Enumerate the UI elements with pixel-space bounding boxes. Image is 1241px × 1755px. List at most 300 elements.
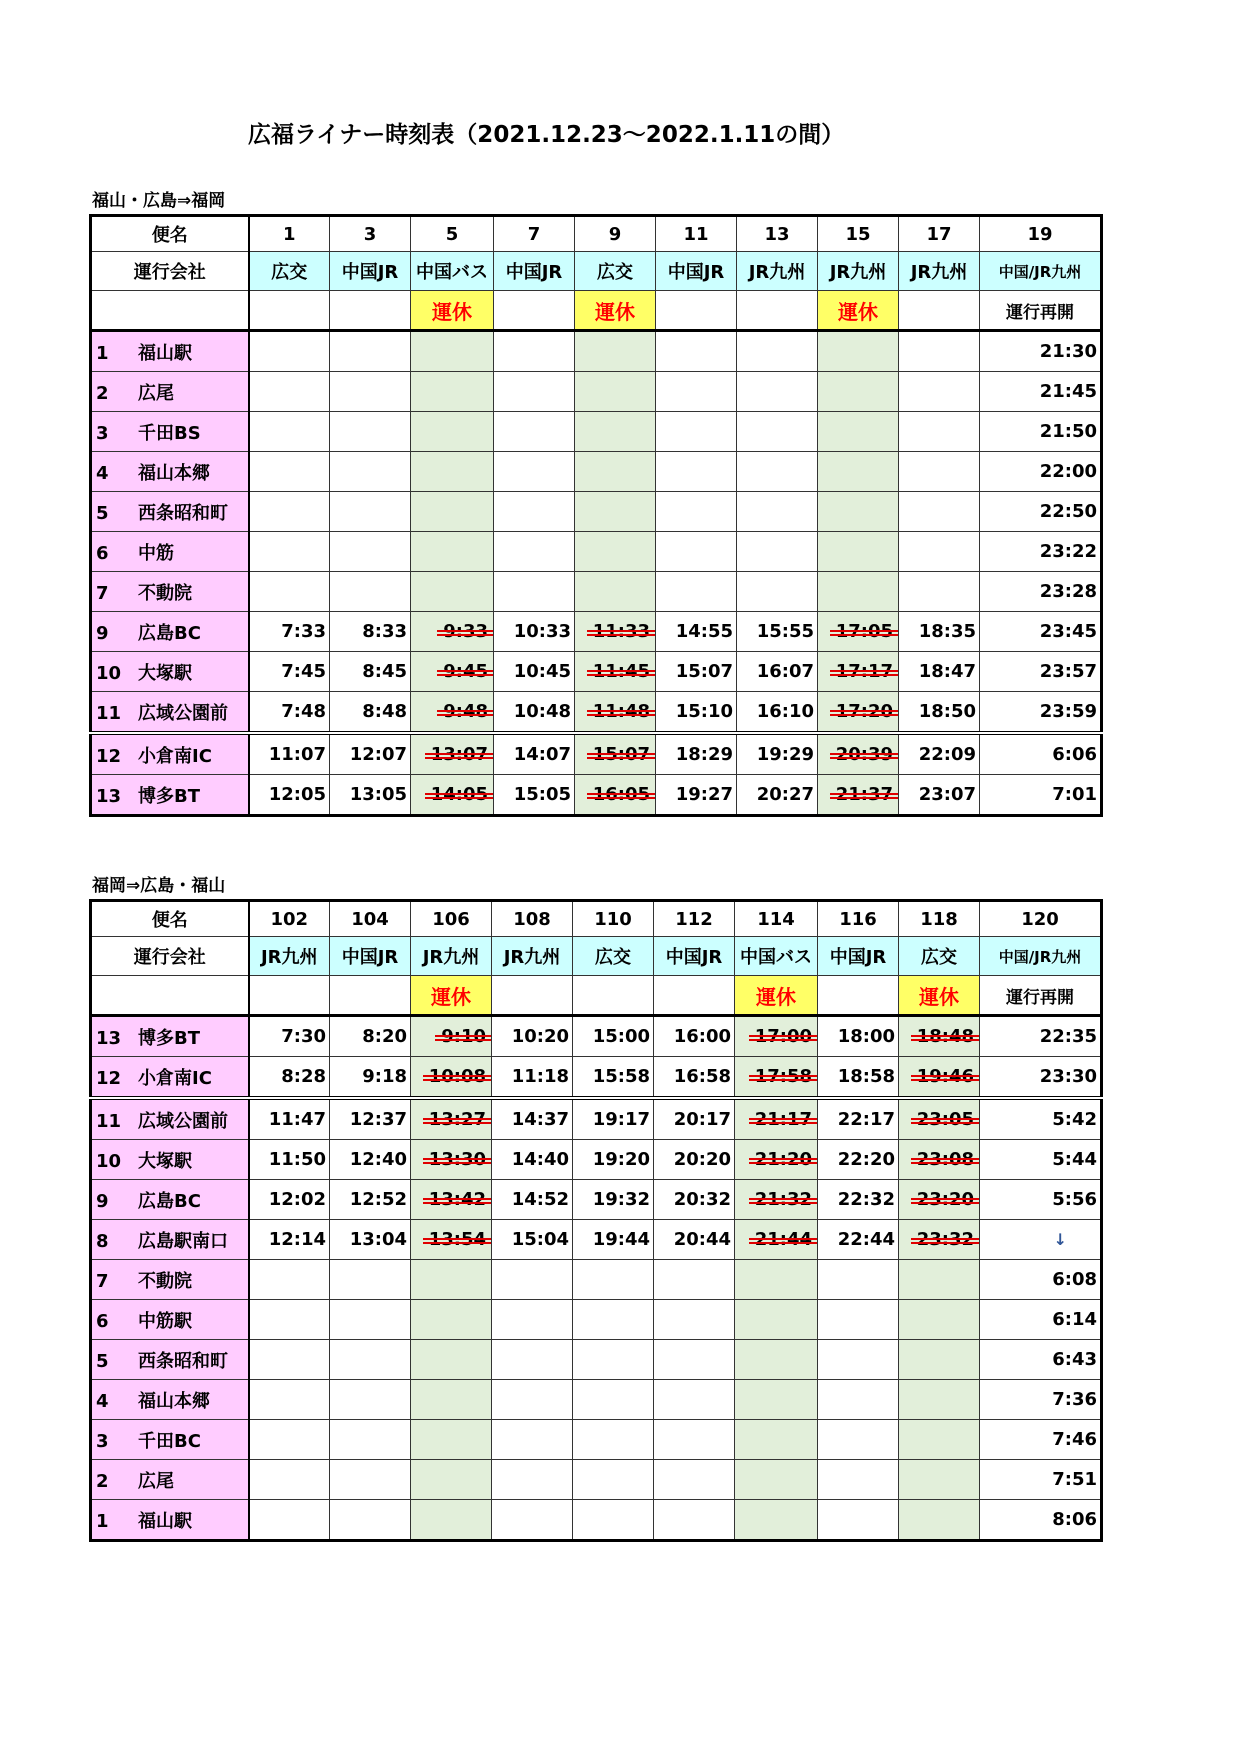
status-cell: 運行再開: [980, 976, 1102, 1016]
time-cell: [899, 1140, 980, 1180]
time-cell: [330, 1340, 411, 1380]
time-cell: [330, 452, 411, 492]
stop-name: 西条昭和町: [138, 1350, 228, 1372]
time-cell: [737, 733, 818, 775]
cancelled-time: 21:44: [754, 1229, 812, 1250]
operator-cell: 中国/JR九州: [980, 252, 1102, 291]
operator-cell: 中国バス: [411, 252, 494, 291]
time-cell: [411, 1016, 492, 1057]
time-cell: [654, 1460, 735, 1500]
stop-name-cell: [91, 1098, 249, 1140]
time-cell: [411, 412, 494, 452]
cancelled-time: 21:32: [754, 1189, 812, 1210]
stop-row: [91, 1016, 1102, 1057]
time-cell: [899, 452, 980, 492]
time-cell: [656, 372, 737, 412]
stop-row: [91, 775, 1102, 816]
stop-name-cell: [91, 331, 249, 372]
stop-name-cell: [91, 412, 249, 452]
status-cell: [330, 976, 411, 1016]
time-cell: [249, 452, 330, 492]
flight-number: 1: [249, 216, 330, 252]
time-value: 19:17: [592, 1109, 650, 1130]
stop-number: 12: [96, 745, 122, 767]
flight-number: 15: [818, 216, 899, 252]
time-cell: [411, 572, 494, 612]
cancelled-time: 13:30: [428, 1149, 486, 1170]
flight-number: 120: [980, 901, 1102, 937]
time-cell: [411, 1098, 492, 1140]
time-value: 20:20: [673, 1149, 731, 1170]
time-value: 21:30: [1039, 341, 1097, 362]
time-cell: [654, 1300, 735, 1340]
time-cell: [492, 1420, 573, 1460]
stop-name-cell: [91, 1500, 249, 1541]
time-cell: [330, 1220, 411, 1260]
stop-name: 西条昭和町: [138, 502, 228, 524]
time-value: 8:20: [362, 1026, 407, 1047]
time-value: 10:20: [511, 1026, 569, 1047]
stop-name: 千田BS: [138, 422, 201, 444]
time-value: 5:42: [1052, 1109, 1097, 1130]
stop-number: 3: [96, 422, 109, 444]
time-cell: [737, 532, 818, 572]
time-cell: [330, 492, 411, 532]
time-cell: [899, 1098, 980, 1140]
time-cell: [899, 1460, 980, 1500]
time-cell: [899, 1260, 980, 1300]
time-value: 12:07: [349, 744, 407, 765]
time-cell: [411, 1300, 492, 1340]
time-cell: [330, 1016, 411, 1057]
time-cell: [818, 775, 899, 816]
time-cell: [899, 532, 980, 572]
time-value: 23:07: [918, 784, 976, 805]
time-cell: [735, 1016, 818, 1057]
time-cell: [575, 452, 656, 492]
time-value: 18:47: [918, 661, 976, 682]
flight-number-header: 便名: [91, 901, 249, 937]
status-cell: [818, 976, 899, 1016]
status-cell: 運休: [899, 976, 980, 1016]
time-cell: [818, 532, 899, 572]
status-cell: [249, 291, 330, 331]
time-cell: [737, 452, 818, 492]
stop-row: [91, 1500, 1102, 1541]
stop-name-cell: [91, 1016, 249, 1057]
time-cell: [249, 1220, 330, 1260]
stop-name-cell: [91, 1380, 249, 1420]
time-cell: [980, 733, 1102, 775]
stop-name: 不動院: [138, 1270, 192, 1292]
time-value: 10:48: [513, 701, 571, 722]
time-value: 5:56: [1052, 1189, 1097, 1210]
stop-name-cell: [91, 1300, 249, 1340]
time-cell: [249, 1016, 330, 1057]
time-cell: [573, 1140, 654, 1180]
cancelled-time: 9:45: [443, 661, 488, 682]
cancelled-time: 17:05: [835, 621, 893, 642]
stop-number: 10: [96, 662, 122, 684]
time-cell: [573, 1460, 654, 1500]
stop-number: 13: [96, 785, 122, 807]
time-value: 18:35: [918, 621, 976, 642]
time-value: 16:07: [756, 661, 814, 682]
time-value: 20:44: [673, 1229, 731, 1250]
time-cell: [980, 372, 1102, 412]
stop-name-cell: [91, 1420, 249, 1460]
stop-name: 博多BT: [138, 785, 200, 807]
stop-number: 7: [96, 1270, 109, 1292]
timetable-outbound: [89, 214, 1103, 817]
stop-number: 1: [96, 1510, 109, 1532]
page-title: 広福ライナー時刻表（2021.12.23～2022.1.11の間）: [248, 122, 845, 148]
time-value: 8:06: [1052, 1509, 1097, 1530]
time-cell: [735, 1380, 818, 1420]
time-value: 22:50: [1039, 501, 1097, 522]
time-cell: [899, 652, 980, 692]
time-value: 7:45: [281, 661, 326, 682]
time-cell: [573, 1016, 654, 1057]
time-cell: [737, 692, 818, 734]
time-value: 15:55: [756, 621, 814, 642]
time-cell: [656, 572, 737, 612]
time-cell: [494, 492, 575, 532]
time-cell: [575, 692, 656, 734]
operator-cell: 中国JR: [654, 937, 735, 976]
time-cell: [249, 1098, 330, 1140]
operator-cell: 広交: [899, 937, 980, 976]
time-cell: [654, 1260, 735, 1300]
time-cell: [249, 733, 330, 775]
stop-number: 5: [96, 1350, 109, 1372]
time-cell: [411, 532, 494, 572]
section-label-outbound: 福山・広島⇒福岡: [92, 191, 226, 211]
time-cell: [330, 612, 411, 652]
time-cell: [818, 1098, 899, 1140]
time-cell: [494, 331, 575, 372]
stop-name: 福山本郷: [138, 462, 210, 484]
status-cell: [654, 976, 735, 1016]
time-cell: [573, 1098, 654, 1140]
operator-cell: JR九州: [492, 937, 573, 976]
stop-number: 12: [96, 1067, 122, 1089]
flight-number: 110: [573, 901, 654, 937]
time-cell: [735, 1057, 818, 1099]
time-value: 23:30: [1039, 1066, 1097, 1087]
operator-cell: 中国JR: [656, 252, 737, 291]
stop-number: 2: [96, 1470, 109, 1492]
time-cell: [494, 612, 575, 652]
cancelled-time: 11:33: [592, 621, 650, 642]
stop-name: 中筋: [138, 542, 174, 564]
time-cell: [249, 1057, 330, 1099]
time-cell: [980, 492, 1102, 532]
time-cell: [249, 1300, 330, 1340]
time-cell: [249, 331, 330, 372]
cancelled-time: 10:08: [428, 1066, 486, 1087]
time-cell: [818, 692, 899, 734]
time-cell: [980, 692, 1102, 734]
stop-name-cell: [91, 775, 249, 816]
cancelled-time: 23:32: [916, 1229, 974, 1250]
time-cell: [735, 1460, 818, 1500]
operator-cell: JR九州: [818, 252, 899, 291]
time-cell: [899, 1340, 980, 1380]
flight-number: 19: [980, 216, 1102, 252]
stop-number: 6: [96, 542, 109, 564]
operator-cell: 広交: [573, 937, 654, 976]
stop-name-cell: [91, 1140, 249, 1180]
time-cell: [330, 775, 411, 816]
stop-number: 7: [96, 582, 109, 604]
status-cell: 運行再開: [980, 291, 1102, 331]
stop-name-cell: [91, 733, 249, 775]
time-cell: [411, 692, 494, 734]
time-cell: [575, 372, 656, 412]
time-cell: [899, 1016, 980, 1057]
time-cell: [330, 652, 411, 692]
stop-name: 広島BC: [138, 1190, 201, 1212]
time-cell: [330, 331, 411, 372]
flight-number-header: 便名: [91, 216, 249, 252]
time-value: 14:07: [513, 744, 571, 765]
time-cell: [818, 1140, 899, 1180]
time-cell: [492, 1340, 573, 1380]
time-cell: [737, 652, 818, 692]
cancelled-time: 16:05: [592, 784, 650, 805]
stop-name: 中筋駅: [138, 1310, 192, 1332]
time-cell: [980, 1098, 1102, 1140]
stop-name-cell: [91, 1180, 249, 1220]
time-cell: [818, 612, 899, 652]
time-value: 21:45: [1039, 381, 1097, 402]
cancelled-time: 17:17: [835, 661, 893, 682]
time-value: 8:48: [362, 701, 407, 722]
time-cell: [249, 1500, 330, 1541]
operator-header: 運行会社: [91, 252, 249, 291]
time-cell: [654, 1016, 735, 1057]
time-value: 11:07: [268, 744, 326, 765]
stop-number: 4: [96, 462, 109, 484]
time-cell: [573, 1380, 654, 1420]
cancelled-time: 14:05: [430, 784, 488, 805]
time-cell: [411, 1140, 492, 1180]
time-cell: [573, 1260, 654, 1300]
time-cell: [573, 1220, 654, 1260]
time-cell: [330, 372, 411, 412]
flight-number: 114: [735, 901, 818, 937]
time-cell: [818, 1260, 899, 1300]
time-cell: [249, 572, 330, 612]
time-value: 11:50: [268, 1149, 326, 1170]
stop-row: [91, 412, 1102, 452]
time-value: 10:45: [513, 661, 571, 682]
time-cell: [737, 775, 818, 816]
stop-number: 13: [96, 1027, 122, 1049]
cancelled-time: 9:33: [443, 621, 488, 642]
stop-name: 広域公園前: [138, 1110, 228, 1132]
time-cell: [330, 1057, 411, 1099]
time-cell: [575, 733, 656, 775]
stop-row: [91, 372, 1102, 412]
time-cell: [654, 1340, 735, 1380]
time-value: 11:47: [268, 1109, 326, 1130]
stop-row: [91, 1140, 1102, 1180]
time-cell: [330, 1500, 411, 1541]
time-cell: [330, 572, 411, 612]
time-cell: [735, 1140, 818, 1180]
time-cell: [492, 1260, 573, 1300]
time-cell: [411, 1460, 492, 1500]
time-value: 14:52: [511, 1189, 569, 1210]
time-cell: [899, 775, 980, 816]
time-cell: [899, 492, 980, 532]
stop-name: 博多BT: [138, 1027, 200, 1049]
stop-row: [91, 1460, 1102, 1500]
status-row: [91, 291, 1102, 331]
time-cell: [656, 532, 737, 572]
time-cell: [330, 1460, 411, 1500]
time-cell: [818, 1500, 899, 1541]
cancelled-time: 21:17: [754, 1109, 812, 1130]
cancelled-time: 17:20: [835, 701, 893, 722]
time-cell: [980, 1340, 1102, 1380]
time-cell: [818, 372, 899, 412]
time-value: 19:27: [675, 784, 733, 805]
time-value: 19:32: [592, 1189, 650, 1210]
time-cell: [411, 1500, 492, 1541]
time-value: 8:28: [281, 1066, 326, 1087]
time-cell: [818, 1300, 899, 1340]
time-value: 20:27: [756, 784, 814, 805]
stop-number: 5: [96, 502, 109, 524]
time-value: 6:06: [1052, 744, 1097, 765]
stop-row: [91, 452, 1102, 492]
stop-name-cell: [91, 652, 249, 692]
time-cell: [818, 733, 899, 775]
stop-name: 福山駅: [138, 1510, 192, 1532]
stop-name: 不動院: [138, 582, 192, 604]
stop-name-cell: [91, 492, 249, 532]
time-cell: [656, 652, 737, 692]
time-value: 18:29: [675, 744, 733, 765]
cancelled-time: 23:05: [916, 1109, 974, 1130]
time-cell: [735, 1260, 818, 1300]
flight-number: 106: [411, 901, 492, 937]
time-cell: [899, 1180, 980, 1220]
operator-cell: 中国/JR九州: [980, 937, 1102, 976]
time-cell: [492, 1180, 573, 1220]
cancelled-time: 11:48: [592, 701, 650, 722]
stop-name-cell: [91, 1260, 249, 1300]
time-cell: [737, 572, 818, 612]
time-value: 12:52: [349, 1189, 407, 1210]
time-cell: [654, 1140, 735, 1180]
stop-row: [91, 532, 1102, 572]
time-cell: [249, 1460, 330, 1500]
time-value: 15:00: [592, 1026, 650, 1047]
time-value: 13:05: [349, 784, 407, 805]
status-cell: 運休: [735, 976, 818, 1016]
time-cell: [899, 412, 980, 452]
time-cell: [330, 412, 411, 452]
time-cell: [980, 1500, 1102, 1541]
status-cell: 運休: [575, 291, 656, 331]
time-cell: [575, 532, 656, 572]
time-cell: [575, 775, 656, 816]
time-cell: [411, 1220, 492, 1260]
stop-number: 2: [96, 382, 109, 404]
operator-cell: JR九州: [737, 252, 818, 291]
stop-name: 広島BC: [138, 622, 201, 644]
time-value: 12:05: [268, 784, 326, 805]
time-cell: [330, 733, 411, 775]
time-cell: [980, 1380, 1102, 1420]
time-value: 20:17: [673, 1109, 731, 1130]
time-cell: [980, 775, 1102, 816]
time-cell: [980, 652, 1102, 692]
time-cell: [494, 532, 575, 572]
time-cell: [492, 1220, 573, 1260]
operator-cell: 中国バス: [735, 937, 818, 976]
operator-cell: 中国JR: [330, 937, 411, 976]
time-cell: [899, 733, 980, 775]
stop-row: [91, 1057, 1102, 1099]
stop-number: 3: [96, 1430, 109, 1452]
time-cell: [249, 612, 330, 652]
time-cell: [818, 1420, 899, 1460]
status-cell: [494, 291, 575, 331]
time-cell: [818, 1220, 899, 1260]
time-value: 12:14: [268, 1229, 326, 1250]
time-value: 22:17: [837, 1109, 895, 1130]
time-cell: [411, 1340, 492, 1380]
cancelled-time: 18:48: [916, 1026, 974, 1047]
time-cell: [818, 492, 899, 532]
stop-row: [91, 1380, 1102, 1420]
time-value: 22:20: [837, 1149, 895, 1170]
time-cell: [494, 692, 575, 734]
time-cell: [249, 492, 330, 532]
time-value: 16:58: [673, 1066, 731, 1087]
stop-name: 大塚駅: [138, 662, 192, 684]
time-value: 12:02: [268, 1189, 326, 1210]
stop-name-cell: [91, 452, 249, 492]
stop-row: [91, 733, 1102, 775]
cancelled-time: 23:08: [916, 1149, 974, 1170]
stop-name: 広尾: [138, 382, 174, 404]
stop-number: 11: [96, 1110, 122, 1132]
stop-number: 11: [96, 702, 122, 724]
time-cell: [494, 652, 575, 692]
time-value: 18:58: [837, 1066, 895, 1087]
cancelled-time: 17:58: [754, 1066, 812, 1087]
status-cell: [249, 976, 330, 1016]
stop-row: [91, 692, 1102, 734]
operator-row: [91, 252, 1102, 291]
flight-number: 104: [330, 901, 411, 937]
stop-name-cell: [91, 572, 249, 612]
status-header-empty: [91, 976, 249, 1016]
time-value: 8:33: [362, 621, 407, 642]
time-cell: [492, 1016, 573, 1057]
time-cell: [818, 412, 899, 452]
stop-name: 広域公園前: [138, 702, 228, 724]
time-cell: [330, 532, 411, 572]
time-cell: [249, 1380, 330, 1420]
operator-cell: 広交: [249, 252, 330, 291]
